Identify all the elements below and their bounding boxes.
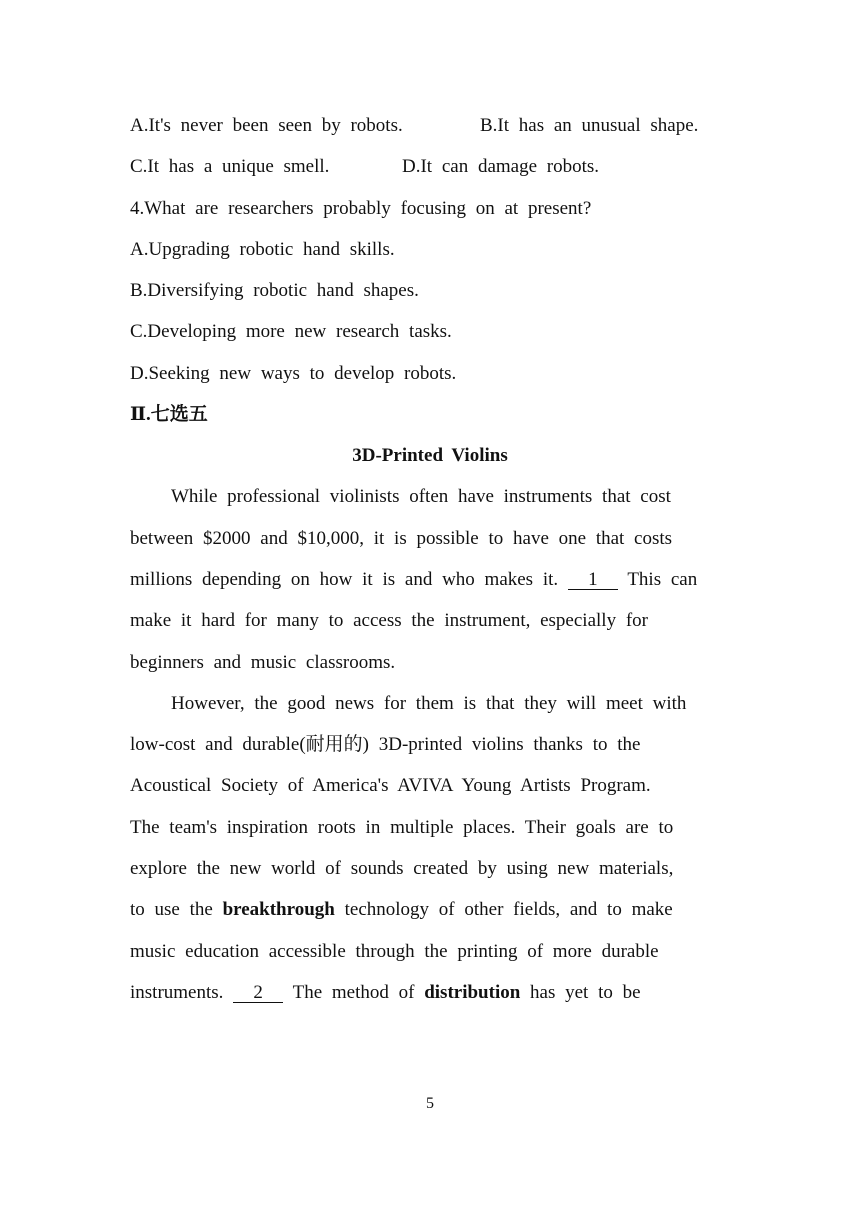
q3-option-d: D.It can damage robots. <box>402 156 600 177</box>
p1-line-1: While professional violinists often have instruments that cost <box>171 486 671 507</box>
article-title: 3D-Printed Violins <box>352 445 508 466</box>
q3-options-row2 <box>130 155 600 179</box>
p2-line-8-end: has yet to be <box>530 982 641 1003</box>
p2-line-2: low-cost and durable(耐用的) 3D-printed violins thanks to the <box>130 734 641 755</box>
keyword-breakthrough: breakthrough <box>222 899 335 920</box>
p2-line-1: However, the good news for them is that they will meet with <box>171 693 687 714</box>
p1-line-2: between $2000 and $10,000, it is possible to have one that costs <box>130 528 673 549</box>
p1-line-3 <box>130 568 697 592</box>
q3-options-row1 <box>130 114 699 138</box>
blank-2: 2 <box>233 984 283 1003</box>
section-heading: Ⅱ.七选五 <box>130 404 208 425</box>
p1-line-3-text: millions depending on how it is and who makes it. <box>130 569 559 590</box>
p1-line-3-tail: This can <box>627 569 698 590</box>
p2-line-6 <box>130 898 673 922</box>
q4-option-d: D.Seeking new ways to develop robots. <box>130 363 457 384</box>
p1-line-4: make it hard for many to access the instrument, especially for <box>130 610 648 631</box>
p2-line-8 <box>130 981 641 1005</box>
q4-question: 4.What are researchers probably focusing on at present? <box>130 198 592 219</box>
p1-line-5: beginners and music classrooms. <box>130 652 396 673</box>
p2-line-8-start: instruments. <box>130 982 224 1003</box>
q3-option-c: C.It has a unique smell. <box>130 156 330 177</box>
keyword-distribution: distribution <box>424 982 521 1003</box>
q4-option-c: C.Developing more new research tasks. <box>130 321 452 342</box>
q4-option-a: A.Upgrading robotic hand skills. <box>130 239 395 260</box>
q4-option-b: B.Diversifying robotic hand shapes. <box>130 280 419 301</box>
p2-line-4: The team's inspiration roots in multiple places. Their goals are to <box>130 817 674 838</box>
p2-line-3: Acoustical Society of America's AVIVA Young Artists Program. <box>130 775 651 796</box>
p2-line-5: explore the new world of sounds created by using new materials, <box>130 858 674 879</box>
page-number: 5 <box>426 1095 434 1112</box>
q3-option-a: A.It's never been seen by robots. <box>130 115 403 136</box>
p2-line-6-end: technology of other fields, and to make <box>344 899 673 920</box>
blank-1: 1 <box>568 571 618 590</box>
q3-option-b: B.It has an unusual shape. <box>480 115 699 136</box>
p2-line-7: music education accessible through the printing of more durable <box>130 941 659 962</box>
p2-line-6-start: to use the <box>130 899 213 920</box>
p2-line-8-mid: The method of <box>292 982 415 1003</box>
